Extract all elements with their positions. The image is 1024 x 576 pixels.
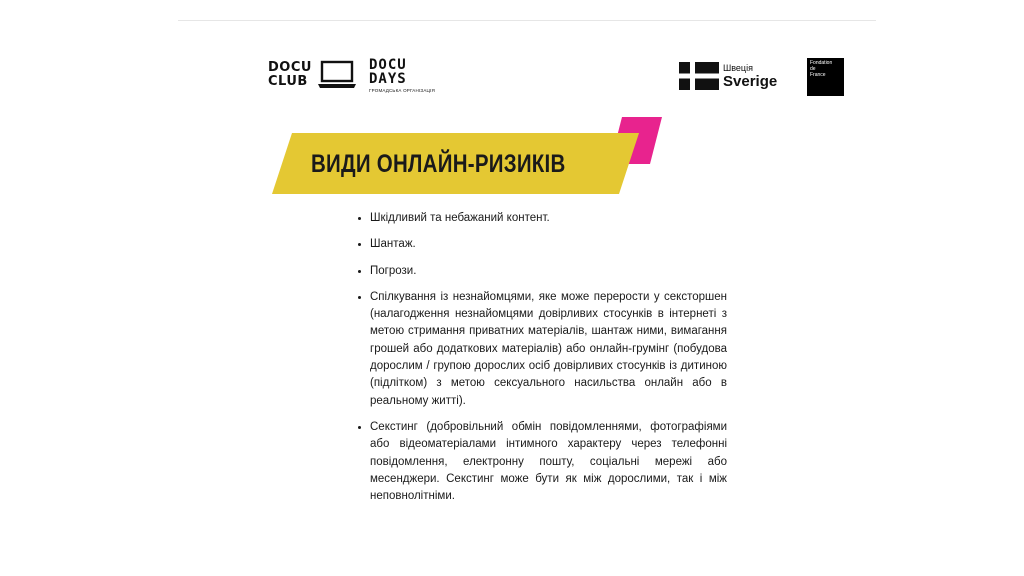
docudays-line2: DAYS (369, 71, 407, 87)
docuclub-line1: DOCU (268, 60, 312, 75)
docudays-line1: DOCU (369, 57, 407, 73)
list-item: • Шантаж. (370, 236, 727, 253)
fondation-line3: France (810, 72, 826, 78)
sweden-logo (679, 62, 777, 90)
fondation-line1: Fondation (810, 60, 833, 66)
fondation-de-france-logo (807, 58, 844, 96)
sweden-line2: Sverige (723, 72, 778, 90)
docuclub-logo (268, 60, 357, 90)
swedish-flag-icon (679, 62, 719, 90)
list-item: • Погрози. (370, 263, 727, 280)
fondation-line2: de (810, 66, 816, 72)
page-title: ВИДИ ОНЛАЙН-РИЗИКІВ (311, 150, 566, 178)
top-divider (178, 20, 876, 21)
list-item: • Шкідливий та небажаний контент. (370, 210, 727, 227)
list-item: • Спілкування із незнайомцями, яке може перерости у сексторшен (налагодження незнайомцями довірливих стосунків в інтернеті з метою стримання приватних матеріалів, шантаж ними, вимагання грошей або додаткових матеріалів) або онлайн-грумінг (побудова дорослим / групою дорослих осіб довірливих стосунків із дитиною (підлітком) з метою сексуального насильства онлайн або в реальному житті). (370, 289, 727, 410)
docuclub-line2: CLUB (268, 74, 308, 89)
laptop-icon (317, 60, 357, 90)
docudays-subtitle: ГРОМАДСЬКА ОРГАНІЗАЦІЯ (369, 88, 435, 93)
list-item: • Секстинг (добровільний обмін повідомленнями, фотографіями або відеоматеріалами інтимного характеру через телефонні повідомлення, електронну пошту, соціальні мережі або месенджери. Секстинг може бути як між дорослими, так і між неповнолітніми. (370, 419, 727, 505)
sweden-line1: Швеція (723, 62, 753, 73)
docudays-logo (369, 58, 435, 93)
risk-list (356, 210, 727, 514)
